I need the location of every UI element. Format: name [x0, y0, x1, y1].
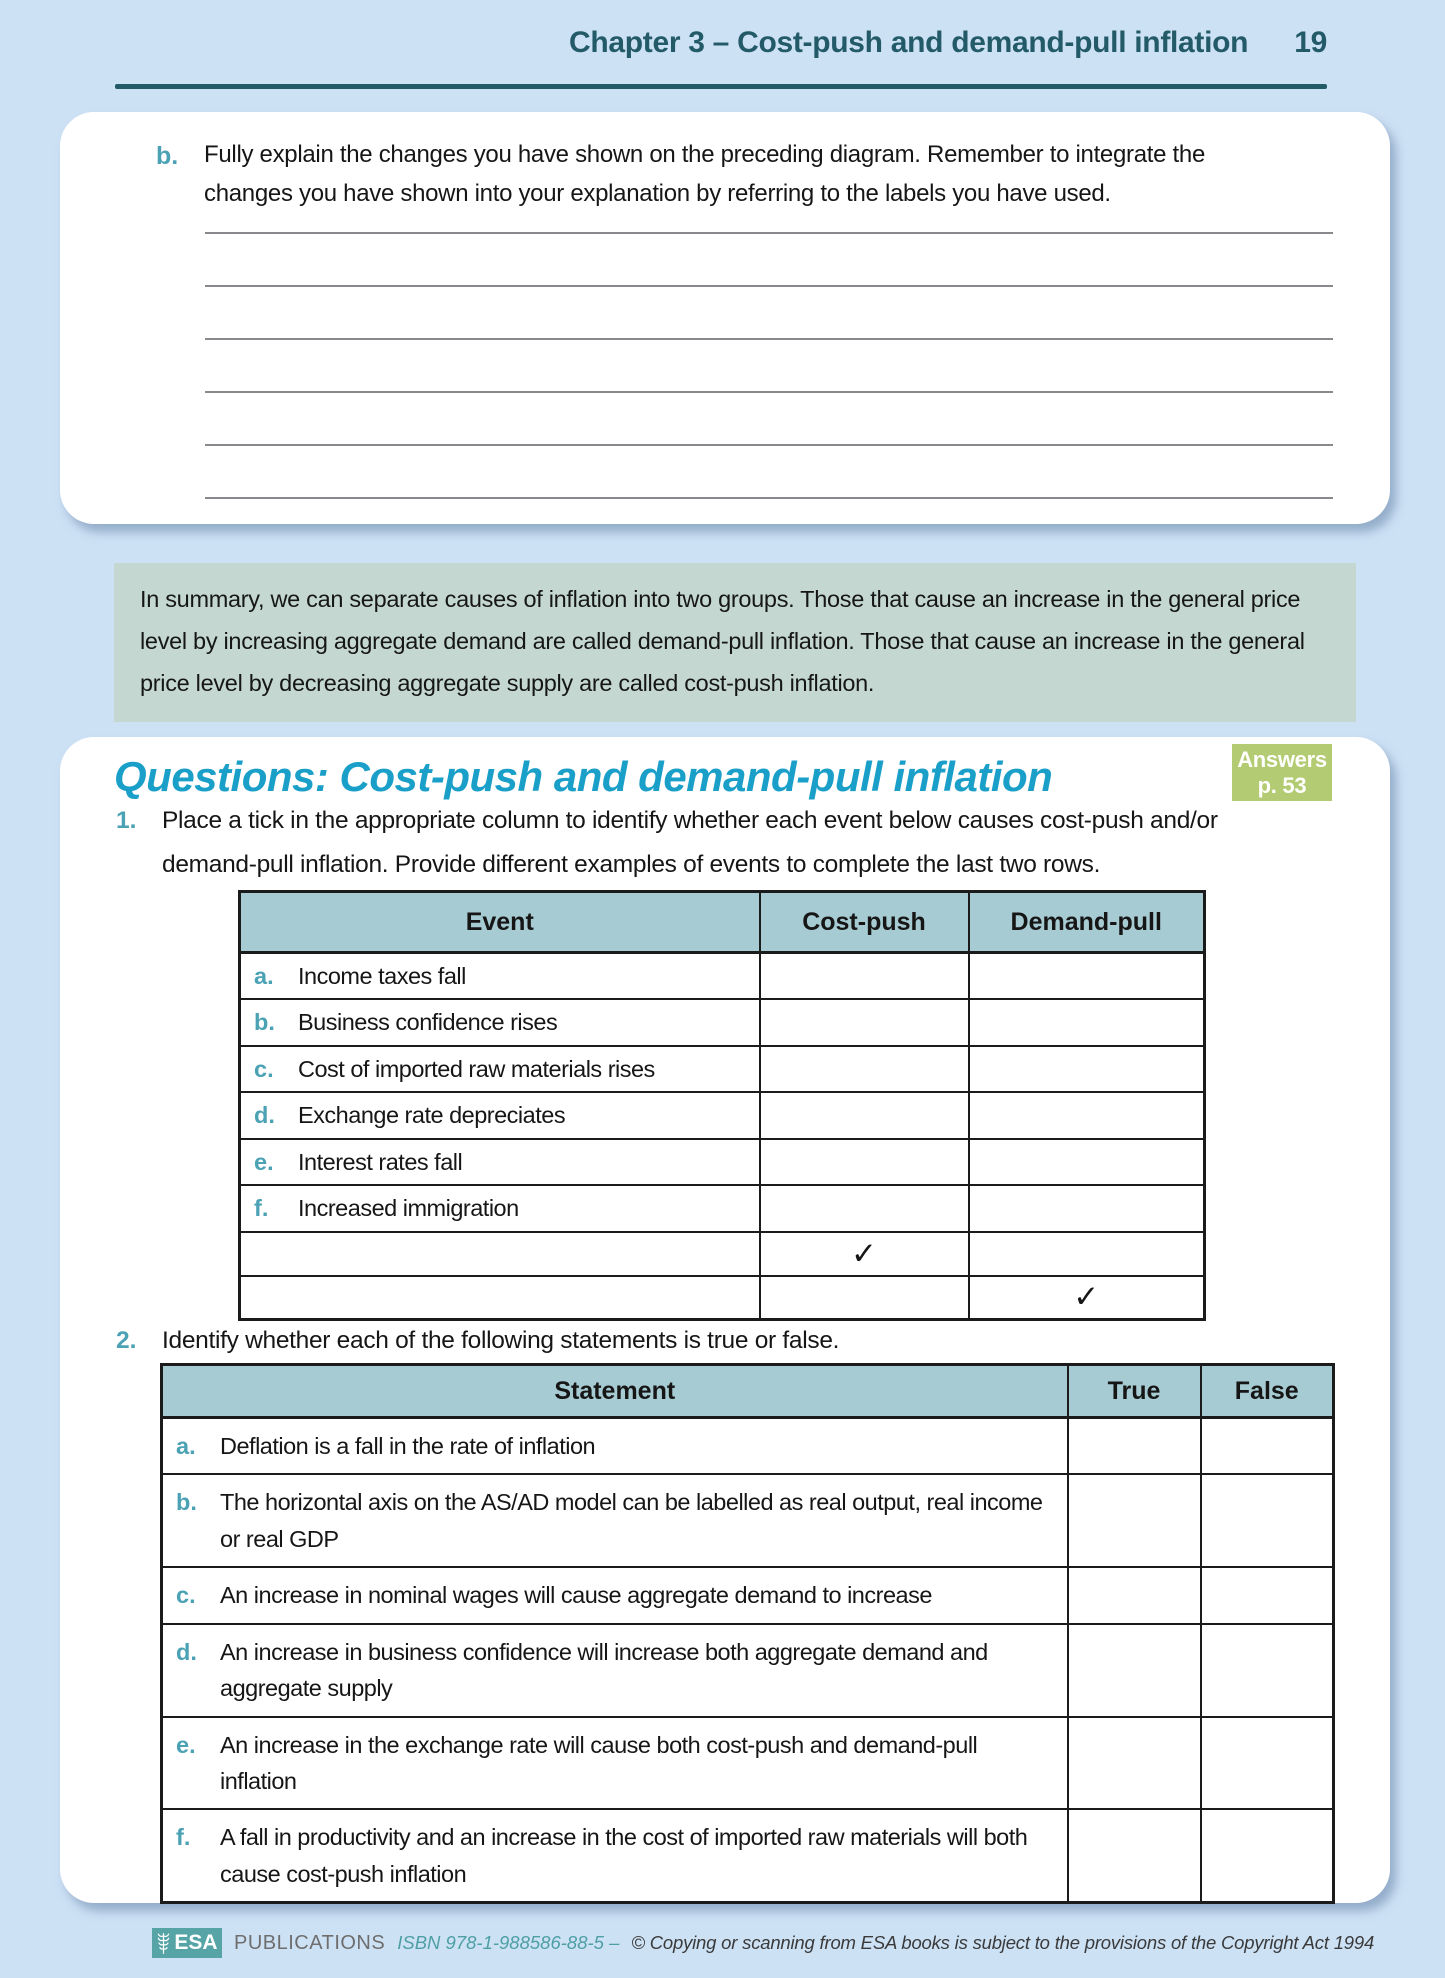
table-row	[162, 1717, 1334, 1810]
event-text: Cost of imported raw materials rises	[298, 1055, 655, 1082]
event-cell	[240, 1046, 760, 1092]
row-letter: b.	[176, 1489, 197, 1516]
isbn-text: ISBN 978-1-988586-88-5 –	[397, 1932, 620, 1953]
column-header-true: True	[1068, 1365, 1201, 1418]
answer-line	[205, 232, 1333, 234]
statement-cell	[162, 1809, 1068, 1902]
events-table	[238, 890, 1206, 1321]
header-rule	[115, 84, 1327, 89]
question-b-card	[60, 112, 1390, 524]
question-1-number: 1.	[116, 807, 137, 834]
question-1-text: Place a tick in the appropriate column to identify whether each event below causes cost-push and/or demand-pull inflation. Provide different examples of events to complete the last two rows.	[162, 807, 1218, 878]
esa-logo	[152, 1928, 222, 1958]
true-cell	[1068, 1717, 1201, 1810]
table-row	[162, 1809, 1334, 1902]
row-letter: c.	[254, 1055, 274, 1082]
answer-line	[205, 338, 1333, 340]
demand-pull-cell	[969, 1092, 1205, 1138]
question-1	[116, 799, 1292, 886]
demand-pull-cell	[969, 1185, 1205, 1231]
demand-pull-cell	[969, 953, 1205, 1000]
column-header-statement: Statement	[162, 1365, 1068, 1418]
event-text: Income taxes fall	[298, 963, 466, 989]
event-cell	[240, 1185, 760, 1231]
event-text: Interest rates fall	[298, 1148, 463, 1175]
answer-line	[205, 444, 1333, 446]
statement-text: The horizontal axis on the AS/AD model can be labelled as real output, real income or real GDP	[220, 1489, 1043, 1552]
answers-badge-line2: p. 53	[1257, 772, 1307, 798]
statement-text: Deflation is a fall in the rate of inflation	[220, 1433, 596, 1459]
row-letter: b.	[254, 1009, 275, 1036]
column-header-event: Event	[240, 892, 760, 953]
statement-cell	[162, 1717, 1068, 1810]
question-2-number: 2.	[116, 1327, 137, 1354]
true-false-header-row	[162, 1365, 1334, 1418]
demand-pull-cell	[969, 999, 1205, 1045]
event-cell	[240, 999, 760, 1045]
running-head	[115, 26, 1327, 60]
question-2-text: Identify whether each of the following statements is true or false.	[162, 1327, 840, 1354]
event-cell	[240, 953, 760, 1000]
statement-text: A fall in productivity and an increase in the cost of imported raw materials will both cause cost-push inflation	[220, 1824, 1028, 1887]
statement-text: An increase in nominal wages will cause aggregate demand to increase	[220, 1582, 932, 1609]
event-cell	[240, 1139, 760, 1185]
row-letter: d.	[254, 1102, 275, 1129]
cost-push-cell	[760, 953, 969, 1000]
event-cell	[240, 1276, 760, 1320]
answers-badge	[1232, 744, 1332, 801]
table-row	[240, 953, 1205, 1000]
statement-cell	[162, 1418, 1068, 1475]
table-row	[240, 1139, 1205, 1185]
cost-push-cell	[760, 1185, 969, 1231]
page-number: 19	[1294, 26, 1327, 59]
statement-cell	[162, 1624, 1068, 1717]
row-letter: e.	[254, 1148, 274, 1175]
publisher-name: PUBLICATIONS	[234, 1931, 386, 1954]
cost-push-cell: ✓	[760, 1232, 969, 1276]
demand-pull-cell	[969, 1232, 1205, 1276]
table-row	[240, 1276, 1205, 1320]
question-b-text: Fully explain the changes you have shown on the preceding diagram. Remember to integrate the changes you have shown into your explanation by referring to the labels you have used.	[204, 141, 1206, 207]
table-row	[240, 1232, 1205, 1276]
question-b	[156, 136, 1266, 214]
summary-text: In summary, we can separate causes of inflation into two groups. Those that cause an increase in the general price level by increasing aggregate demand are called demand-pull inflation. Those that cause an increase in the general price level by decreasing aggregate supply are called cost-push inflation.	[140, 586, 1305, 696]
row-letter: c.	[176, 1582, 196, 1609]
demand-pull-cell: ✓	[969, 1276, 1205, 1320]
table-row	[162, 1474, 1334, 1567]
false-cell	[1201, 1809, 1334, 1902]
column-header-false: False	[1201, 1365, 1334, 1418]
row-letter: a.	[254, 963, 274, 989]
true-cell	[1068, 1567, 1201, 1623]
event-text: Business confidence rises	[298, 1009, 558, 1036]
footer	[152, 1926, 1374, 1960]
cost-push-cell	[760, 1276, 969, 1320]
copyright-notice: © Copying or scanning from ESA books is subject to the provisions of the Copyright Act 1994	[631, 1932, 1375, 1953]
table-row	[240, 1092, 1205, 1138]
false-cell	[1201, 1474, 1334, 1567]
answer-line	[205, 285, 1333, 287]
statement-text: An increase in business confidence will increase both aggregate demand and aggregate supply	[220, 1638, 988, 1702]
row-letter: f.	[254, 1195, 269, 1222]
true-cell	[1068, 1809, 1201, 1902]
true-false-table	[160, 1363, 1335, 1904]
demand-pull-cell	[969, 1139, 1205, 1185]
false-cell	[1201, 1717, 1334, 1810]
statement-cell	[162, 1567, 1068, 1623]
false-cell	[1201, 1418, 1334, 1475]
question-b-label: b.	[156, 142, 179, 170]
answer-line	[205, 391, 1333, 393]
event-text: Exchange rate depreciates	[298, 1102, 566, 1129]
row-letter: d.	[176, 1638, 197, 1665]
demand-pull-cell	[969, 1046, 1205, 1092]
cost-push-cell	[760, 1092, 969, 1138]
event-cell	[240, 1232, 760, 1276]
answer-line	[205, 497, 1333, 499]
fern-icon	[156, 1931, 171, 1955]
table-row	[162, 1567, 1334, 1623]
table-row	[162, 1418, 1334, 1475]
statement-text: An increase in the exchange rate will cause both cost-push and demand-pull inflation	[220, 1731, 978, 1794]
false-cell	[1201, 1567, 1334, 1623]
summary-box	[114, 563, 1356, 722]
esa-logo-text: ESA	[174, 1931, 218, 1954]
cost-push-cell	[760, 1139, 969, 1185]
event-text: Increased immigration	[298, 1195, 519, 1222]
table-row	[240, 1046, 1205, 1092]
chapter-title: Chapter 3 – Cost-push and demand-pull inflation	[568, 26, 1249, 59]
question-2	[116, 1319, 839, 1363]
table-row	[240, 1185, 1205, 1231]
column-header-demand-pull: Demand-pull	[969, 892, 1205, 953]
statement-cell	[162, 1474, 1068, 1567]
section-heading: Questions: Cost-push and demand-pull inflation	[114, 753, 1053, 800]
row-letter: e.	[176, 1731, 196, 1758]
cost-push-cell	[760, 1046, 969, 1092]
row-letter: f.	[176, 1824, 191, 1851]
answers-badge-line1: Answers	[1237, 746, 1327, 772]
event-cell	[240, 1092, 760, 1138]
events-table-header-row	[240, 892, 1205, 953]
false-cell	[1201, 1624, 1334, 1717]
table-row	[162, 1624, 1334, 1717]
row-letter: a.	[176, 1433, 196, 1459]
cost-push-cell	[760, 999, 969, 1045]
questions-card	[60, 737, 1390, 1903]
table-row	[240, 999, 1205, 1045]
column-header-cost-push: Cost-push	[760, 892, 969, 953]
true-cell	[1068, 1624, 1201, 1717]
true-cell	[1068, 1418, 1201, 1475]
true-cell	[1068, 1474, 1201, 1567]
